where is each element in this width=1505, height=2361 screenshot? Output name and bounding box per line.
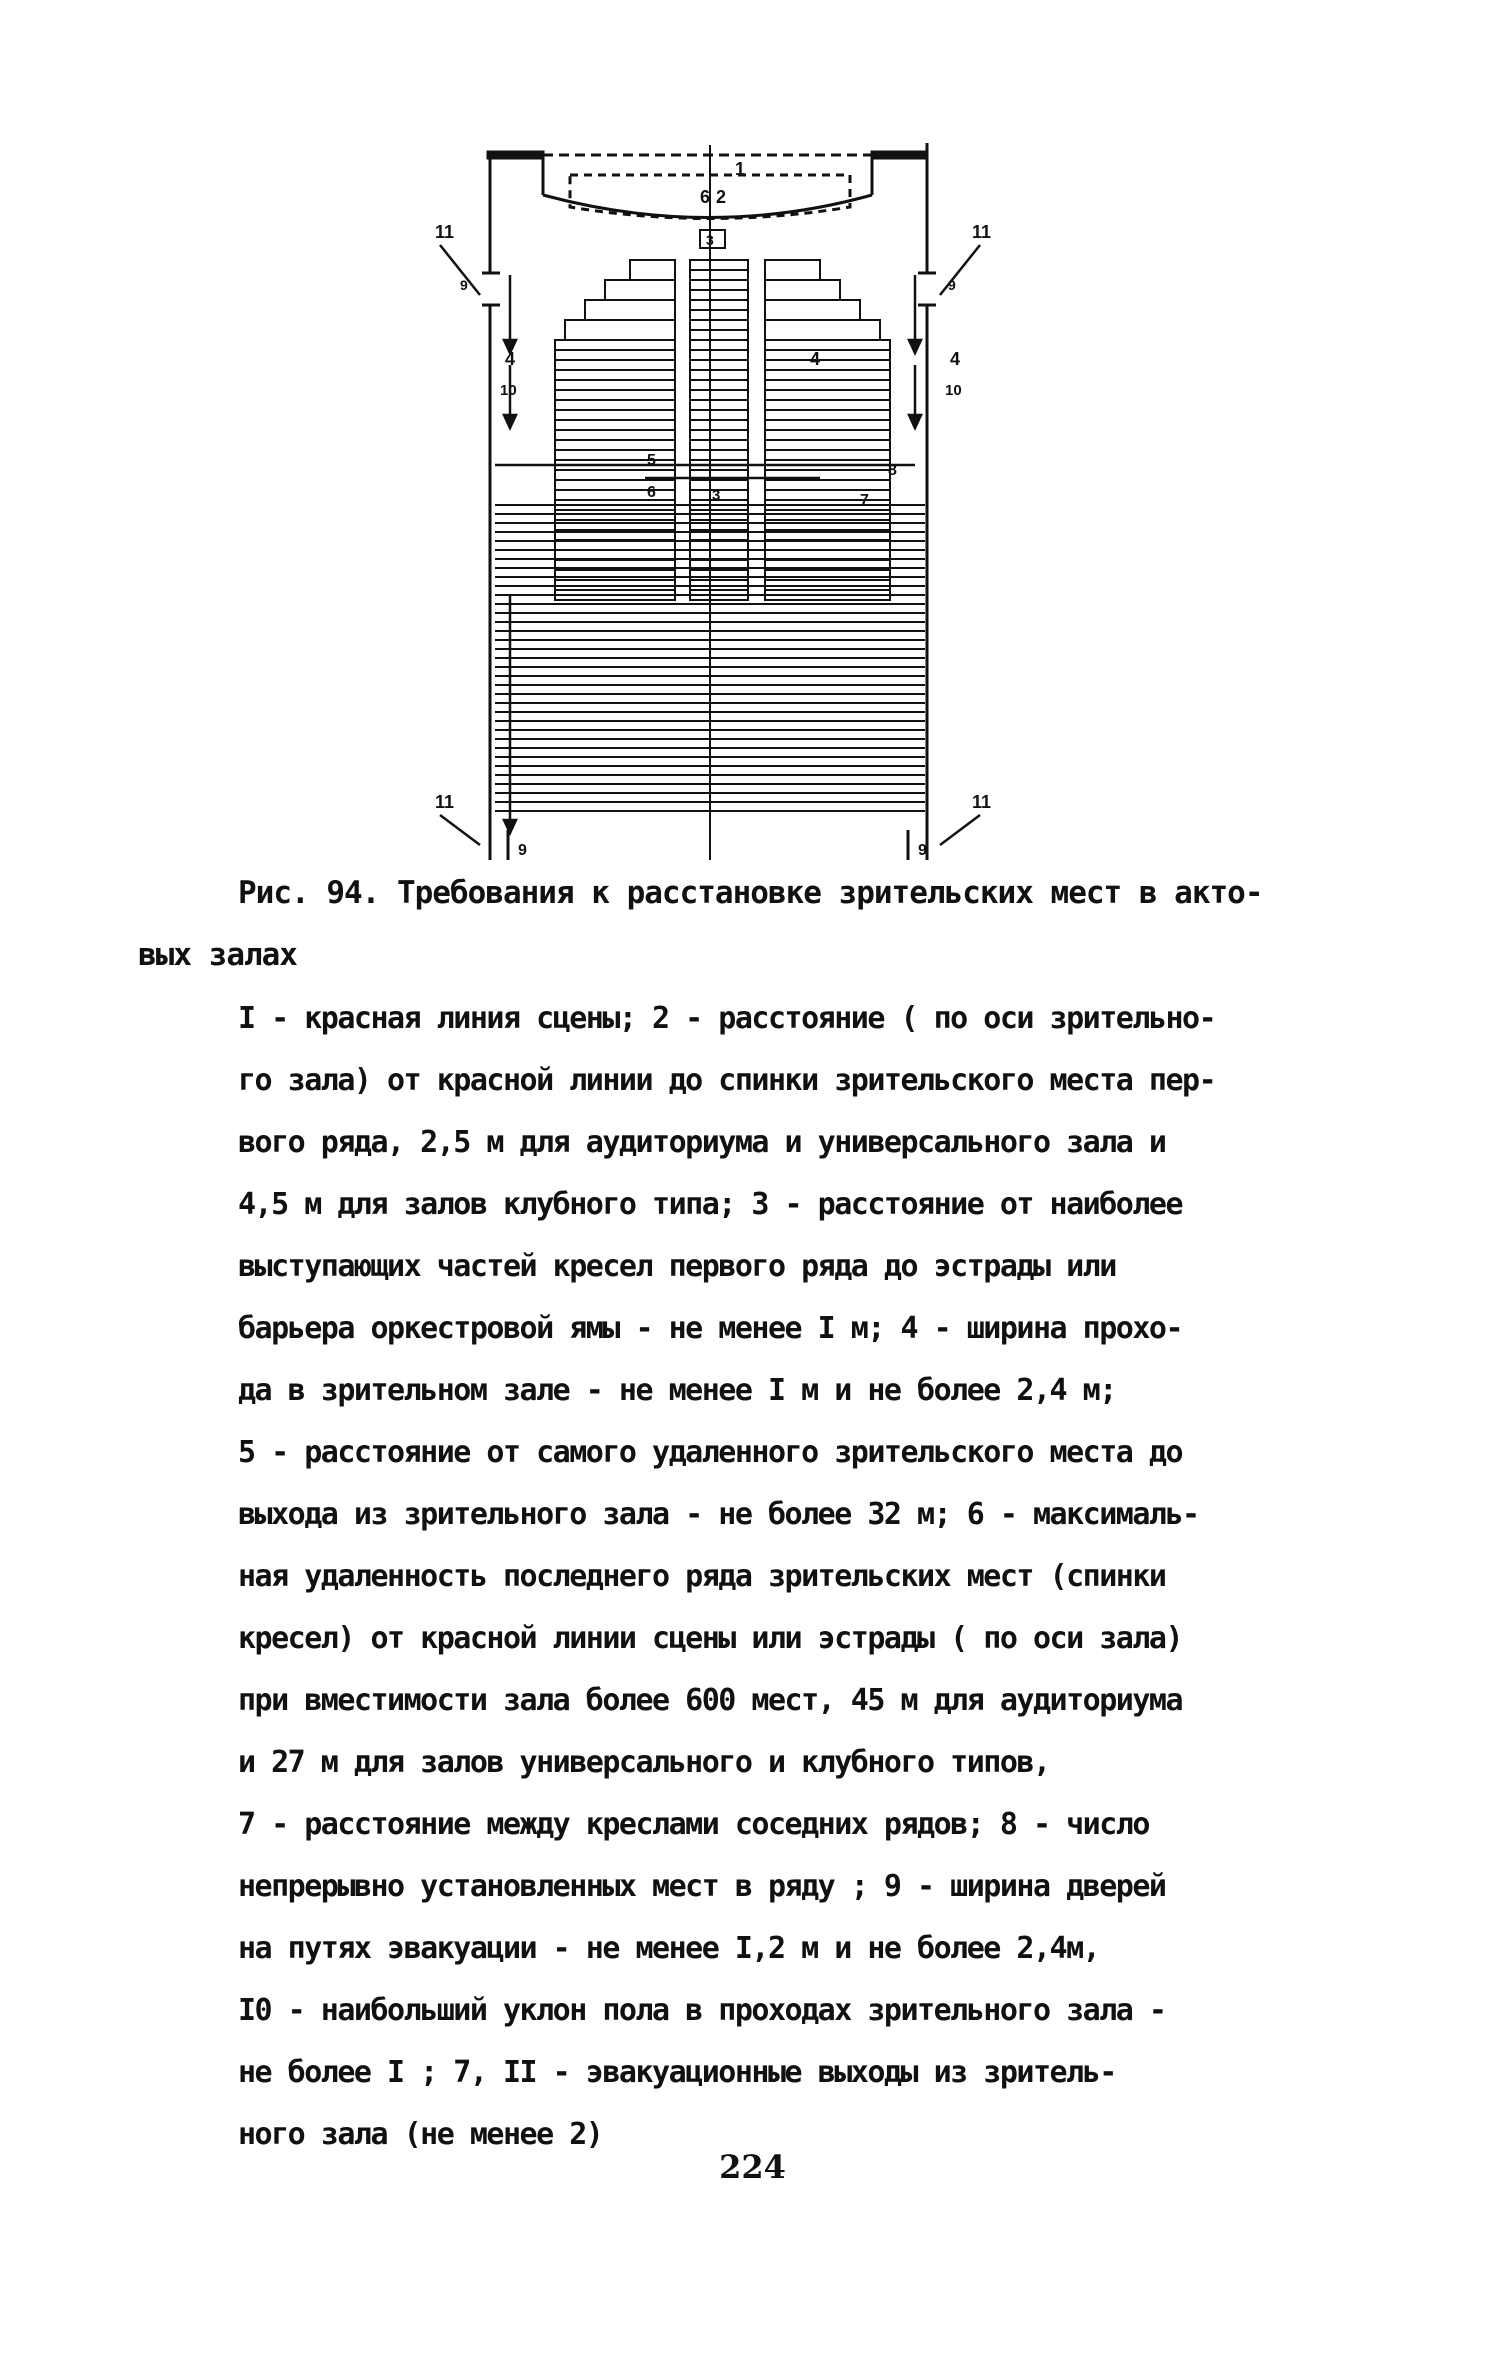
figure-caption bbox=[138, 862, 1298, 986]
label-6: 6 bbox=[647, 484, 656, 501]
label-11-top-right: 11 bbox=[972, 222, 992, 242]
label-9-top-right: 9 bbox=[948, 277, 956, 293]
exit-pointer-bottom-right bbox=[940, 815, 980, 845]
legend-line: барьера оркестровой ямы - не менее I м; 4 - ширина прохо- bbox=[238, 1311, 1183, 1346]
seat-block-right-step bbox=[765, 300, 860, 320]
seat-block-right-step bbox=[765, 260, 820, 280]
legend-line: ного зала (не менее 2) bbox=[238, 2117, 603, 2152]
label-6-top: 6 bbox=[700, 187, 711, 207]
seat-block-left-step bbox=[585, 300, 675, 320]
stage-wall-left bbox=[488, 152, 543, 158]
label-9-bottom-left: 9 bbox=[518, 842, 527, 859]
legend-line: кресел) от красной линии сцены или эстрады ( по оси зала) bbox=[238, 1621, 1183, 1656]
seat-block-right-step bbox=[765, 320, 880, 340]
legend-line: и 27 м для залов универсального и клубного типов, bbox=[238, 1745, 1050, 1780]
legend-line: выхода из зрительного зала - не более 32 м; 6 - максималь- bbox=[238, 1497, 1199, 1532]
exit-pointer-top-right bbox=[940, 245, 980, 295]
legend-line: I - красная линия сцены; 2 - расстояние ( по оси зрительно- bbox=[238, 1001, 1216, 1036]
legend-line: на путях эвакуации - не менее I,2 м и не более 2,4м, bbox=[238, 1931, 1100, 1966]
seat-block-left-step bbox=[630, 260, 675, 280]
seat-block-left-step bbox=[565, 320, 675, 340]
label-3-lower: 3 bbox=[712, 487, 721, 504]
legend-line: вого ряда, 2,5 м для аудиториума и универсального зала и bbox=[238, 1125, 1166, 1160]
label-8: 8 bbox=[888, 462, 897, 479]
legend-line: ная удаленность последнего ряда зрительских мест (спинки bbox=[238, 1559, 1166, 1594]
legend-line: 5 - расстояние от самого удаленного зрительского места до bbox=[238, 1435, 1183, 1470]
label-9-top-left: 9 bbox=[460, 277, 468, 293]
legend-line: го зала) от красной линии до спинки зрительского места пер- bbox=[238, 1063, 1216, 1098]
legend-line: 7 - расстояние между креслами соседних рядов; 8 - число bbox=[238, 1807, 1149, 1842]
legend-line: при вместимости зала более 600 мест, 45 м для аудиториума bbox=[238, 1683, 1183, 1718]
legend-line: непрерывно установленных мест в ряду ; 9 - ширина дверей bbox=[238, 1869, 1166, 1904]
caption-title: Рис. 94. Требования к расстановке зрительских мест в акто- bbox=[238, 875, 1263, 911]
label-3: 3 bbox=[706, 232, 714, 248]
legend-line: 4,5 м для залов клубного типа; 3 - расстояние от наиболее bbox=[238, 1187, 1183, 1222]
exit-pointer-bottom-left bbox=[440, 815, 480, 845]
legend-line: не более I ; 7, II - эвакуационные выходы из зритель- bbox=[238, 2055, 1116, 2090]
label-5: 5 bbox=[647, 452, 656, 469]
label-4-left: 4 bbox=[505, 349, 516, 369]
seat-block-right-step bbox=[765, 280, 840, 300]
auditorium-seating-diagram bbox=[400, 125, 1020, 860]
label-11-bottom-left: 11 bbox=[435, 792, 455, 812]
legend-line: выступающих частей кресел первого ряда до эстрады или bbox=[238, 1249, 1116, 1284]
caption-title-continued: вых залах bbox=[138, 937, 297, 973]
label-11-bottom-right: 11 bbox=[972, 792, 992, 812]
label-10-left: 10 bbox=[500, 382, 517, 399]
seat-block-left-step bbox=[605, 280, 675, 300]
stage-wall-right bbox=[872, 152, 927, 158]
label-11-top-left: 11 bbox=[435, 222, 455, 242]
slope-arrows bbox=[504, 275, 921, 833]
label-7: 7 bbox=[860, 492, 869, 509]
label-10-right: 10 bbox=[945, 382, 962, 399]
label-4-right: 4 bbox=[950, 349, 961, 369]
page-number: 224 bbox=[719, 2148, 786, 2186]
figure-legend bbox=[238, 988, 1308, 2166]
label-9-bottom-right: 9 bbox=[918, 842, 927, 859]
label-2: 2 bbox=[716, 187, 727, 207]
legend-line: да в зрительном зале - не менее I м и не более 2,4 м; bbox=[238, 1373, 1116, 1408]
label-1: 1 bbox=[735, 159, 746, 179]
legend-line: I0 - наибольший уклон пола в проходах зрительного зала - bbox=[238, 1993, 1166, 2028]
label-4-center: 4 bbox=[810, 349, 821, 369]
